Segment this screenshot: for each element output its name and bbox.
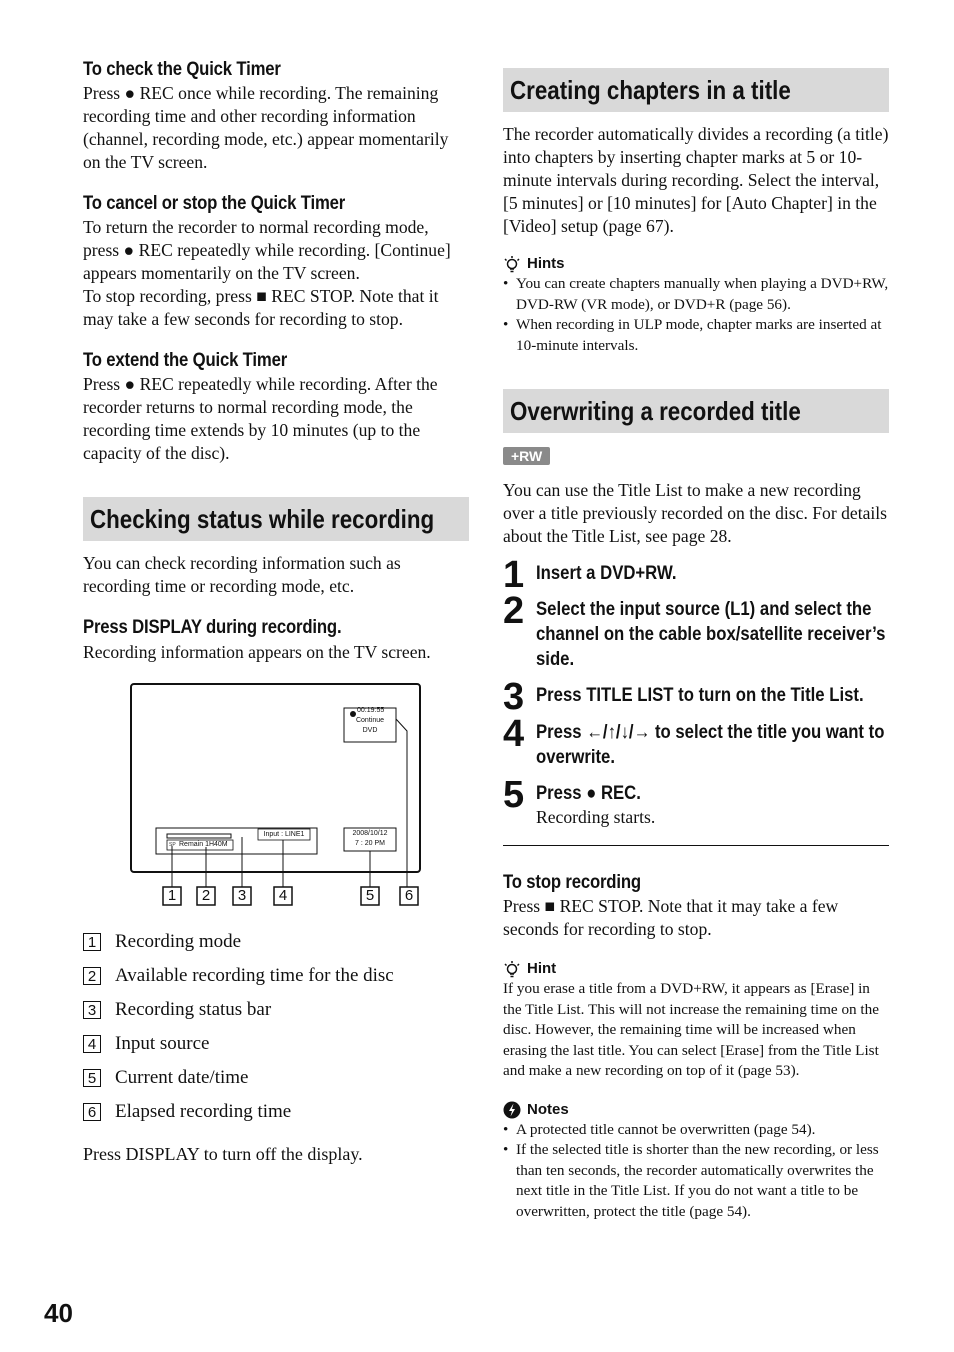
- note-item: • A protected title cannot be overwritten (page 54).: [503, 1120, 889, 1141]
- legend-label: Current date/time: [115, 1067, 249, 1088]
- legend-label: Recording mode: [115, 931, 242, 952]
- step-text: Select the input source (L1) and select the channel on the cable box/satellite receiver’s side.: [536, 599, 886, 670]
- callout-5: 5: [365, 887, 375, 904]
- notes-label: Notes: [527, 1100, 569, 1118]
- stop-quick-timer-text: To stop recording, press ■ REC STOP. Note that it may take a few seconds for recording to stop.: [83, 286, 439, 329]
- divider: [503, 845, 889, 846]
- legend-number: 1: [83, 933, 101, 951]
- left-column: [83, 58, 469, 1166]
- page-number: 40: [44, 1298, 73, 1328]
- callout-3: 3: [237, 887, 247, 904]
- legend-label: Recording status bar: [115, 999, 272, 1020]
- input-source-display: Input : LINE1: [263, 831, 305, 838]
- cancel-quick-timer-text: To return the recorder to normal recording mode, press ● REC repeatedly while recording. [Continue] appears momentarily on the TV screen.: [83, 217, 451, 283]
- tv-screen-illustration: [83, 679, 469, 919]
- legend-item: [83, 1061, 469, 1095]
- callout-6: 6: [404, 887, 414, 904]
- hint-label: Hint: [527, 960, 557, 977]
- recording-mode-badge: SP: [169, 842, 176, 848]
- legend-item: [83, 959, 469, 993]
- date-display: 2008/10/12: [352, 830, 388, 837]
- extend-quick-timer-heading: To extend the Quick Timer: [83, 350, 288, 371]
- hint-body-text: If you erase a title from a DVD+RW, it appears as [Erase] in the Title List. This will not increase the remaining time on the disc. However, the remaining time will be increased when erasing the last title. You can select [Erase] from the Title List and make a new recording on top of it (page 53).: [503, 980, 879, 1079]
- hints-heading: [503, 254, 889, 274]
- status-section-title: Checking status while recording: [90, 503, 435, 534]
- legend-item: [83, 993, 469, 1027]
- step5-result-text: Recording starts.: [536, 807, 656, 827]
- hints-list: [503, 274, 889, 356]
- steps-list: [503, 554, 889, 829]
- lightbulb-icon: [503, 960, 521, 978]
- step-number: 5: [503, 774, 525, 816]
- step-text: Insert a DVD+RW.: [536, 563, 677, 584]
- step-item: [503, 713, 889, 781]
- notes-warning-icon: [503, 1101, 521, 1119]
- step-number: 2: [503, 590, 525, 632]
- hint-item: • When recording in ULP mode, chapter marks are inserted at 10-minute intervals.: [503, 315, 889, 356]
- legend-number: 4: [83, 1035, 101, 1053]
- overwrite-section-title: Overwriting a recorded title: [510, 395, 801, 426]
- check-quick-timer-text: Press ● REC once while recording. The remaining recording time and other recording information (channel, recording mode, etc.) appear momentarily on the TV screen.: [83, 83, 449, 172]
- legend-label: Input source: [115, 1033, 210, 1054]
- notes-heading: [503, 1100, 889, 1120]
- chapters-section-title: Creating chapters in a title: [510, 74, 791, 105]
- turn-off-display-text: Press DISPLAY to turn off the display.: [83, 1144, 363, 1164]
- notes-list: [503, 1120, 889, 1223]
- callout-1: 1: [167, 887, 177, 904]
- legend-number: 2: [83, 967, 101, 985]
- continue-display: Continue: [355, 717, 385, 724]
- legend-number: 5: [83, 1069, 101, 1087]
- check-quick-timer-heading: To check the Quick Timer: [83, 59, 281, 80]
- step-text: Press ←/↑/↓/→ to select the title you want to overwrite.: [536, 722, 885, 768]
- note-item: • If the selected title is shorter than the new recording, or less than ten seconds, the recorder automatically overwrites the next title in the Title List. If you do not want a title to be overwritten, protect the title (page 54).: [503, 1140, 889, 1222]
- lightbulb-icon: [503, 255, 521, 273]
- step-text: Press ● REC.: [536, 783, 641, 804]
- legend-item: [83, 1095, 469, 1129]
- step-number: 3: [503, 676, 525, 718]
- legend-label: Elapsed recording time: [115, 1101, 292, 1122]
- step-item: [503, 774, 889, 829]
- legend-number: 6: [83, 1103, 101, 1121]
- hint-heading: [503, 959, 889, 979]
- overwrite-section-header: [503, 389, 889, 433]
- right-column: [503, 68, 889, 1222]
- hints-label: Hints: [527, 255, 565, 272]
- status-intro-text: You can check recording information such as recording time or recording mode, etc.: [83, 553, 401, 596]
- step-text: Press TITLE LIST to turn on the Title List.: [536, 685, 864, 706]
- legend-item: [83, 925, 469, 959]
- legend-list: [83, 925, 469, 1129]
- elapsed-time-display: 00:19:55: [357, 707, 385, 714]
- remain-time-display: Remain 1H40M: [179, 841, 228, 848]
- press-display-heading: Press DISPLAY during recording.: [83, 617, 342, 638]
- legend-label: Available recording time for the disc: [115, 965, 394, 986]
- step-item: [503, 590, 889, 683]
- plus-rw-badge: +RW: [503, 447, 550, 465]
- step-number: 1: [503, 554, 525, 596]
- hint-item: • You can create chapters manually when playing a DVD+RW, DVD-RW (VR mode), or DVD+R (page 56).: [503, 274, 889, 315]
- callout-2: 2: [201, 887, 211, 904]
- step-number: 4: [503, 713, 525, 755]
- extend-quick-timer-text: Press ● REC repeatedly while recording. After the recorder returns to normal recording mode, the recording time extends by 10 minutes (up to the capacity of the disc).: [83, 374, 438, 463]
- info-appears-text: Recording information appears on the TV screen.: [83, 642, 431, 662]
- stop-recording-heading: To stop recording: [503, 872, 641, 893]
- time-display: 7 : 20 PM: [355, 840, 385, 847]
- cancel-quick-timer-heading: To cancel or stop the Quick Timer: [83, 193, 346, 214]
- chapters-body-text: The recorder automatically divides a recording (a title) into chapters by inserting chapter marks at 5 or 10-minute intervals during recording. Select the interval, [5 minutes] or [10 minutes] for [Auto Chapter] in the [Video] setup (page 67).: [503, 124, 889, 236]
- legend-number: 3: [83, 1001, 101, 1019]
- disc-type-display: DVD: [362, 727, 378, 734]
- overwrite-intro-text: You can use the Title List to make a new recording over a title previously recorded on the disc. For details about the Title List, see page 28.: [503, 480, 888, 546]
- legend-item: [83, 1027, 469, 1061]
- step-item: [503, 676, 889, 720]
- step-item: [503, 554, 889, 597]
- stop-recording-text: Press ■ REC STOP. Note that it may take a few seconds for recording to stop.: [503, 896, 839, 939]
- chapters-section-header: [503, 68, 889, 112]
- callout-4: 4: [278, 887, 288, 904]
- tv-screen-graphic: [83, 679, 469, 919]
- status-section-header: [83, 497, 469, 541]
